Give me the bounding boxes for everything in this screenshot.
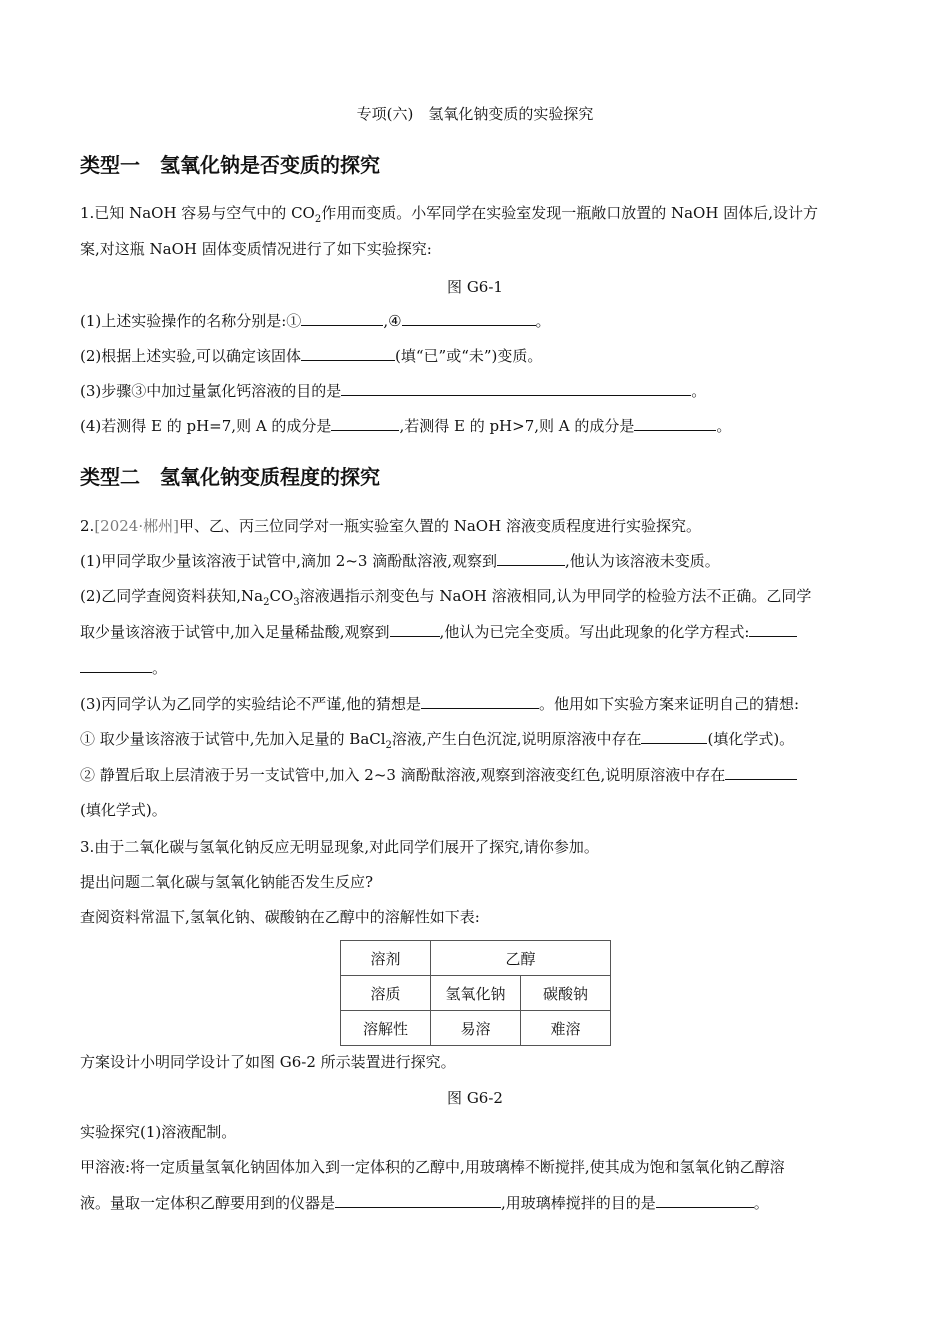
- q1-part2: [80, 346, 870, 366]
- q2-number: 2.: [80, 517, 95, 535]
- q2-part2-line3: [80, 658, 870, 678]
- answer-blank[interactable]: [641, 729, 707, 744]
- q2-part1-text-b: ,他认为该溶液未变质。: [564, 552, 720, 570]
- answer-blank[interactable]: [335, 1193, 501, 1208]
- q3-solution-text-b: 液。量取一定体积乙醇要用到的仪器是: [80, 1194, 336, 1212]
- q2-part3-text: (3)丙同学认为乙同学的实验结论不严谨,他的猜想是: [80, 695, 422, 713]
- answer-blank[interactable]: [402, 311, 536, 326]
- q3-explore: 实验探究(1)溶液配制。: [80, 1123, 237, 1141]
- q3-solution-end: 。: [753, 1194, 769, 1212]
- q1-part3-text: (3)步骤③中加过量氯化钙溶液的目的是: [80, 382, 342, 400]
- page-title: 专项(六) 氢氧化钠变质的实验探究: [356, 105, 594, 123]
- table-row: [341, 976, 611, 1011]
- table-cell: 溶剂: [341, 941, 431, 976]
- q2-step1: [80, 729, 870, 756]
- table-cell: 溶解性: [341, 1011, 431, 1046]
- q3-question: 提出问题二氧化碳与氢氧化钠能否发生反应?: [80, 873, 374, 891]
- table-row: [341, 941, 611, 976]
- section-heading-2: 类型二 氢氧化钠变质程度的探究: [80, 465, 380, 489]
- section-heading-1: 类型一 氢氧化钠是否变质的探究: [80, 153, 380, 177]
- table-cell: 氢氧化钠: [431, 976, 521, 1011]
- q2-step1-text-c: (填化学式)。: [707, 730, 795, 748]
- q2-part1: [80, 551, 870, 571]
- q2-intro: [80, 516, 870, 536]
- q1-part1-end: 。: [535, 312, 551, 330]
- q2-part1-text: (1)甲同学取少量该溶液于试管中,滴加 2~3 滴酚酞溶液,观察到: [80, 552, 497, 570]
- q2-source-tag: [2024·郴州]: [94, 517, 179, 535]
- q2-part3: [80, 694, 870, 714]
- q1-part3-end: 。: [691, 382, 707, 400]
- q2-part2-line1: [80, 586, 870, 613]
- figure-caption-g6-1: 图 G6-1: [447, 278, 503, 296]
- q2-part2-end: 。: [152, 659, 168, 677]
- q1-part4: [80, 416, 870, 436]
- q1-part1: [80, 311, 870, 331]
- table-row: [341, 1011, 611, 1046]
- na-subscript: 2: [263, 597, 270, 608]
- q3-design: 方案设计小明同学设计了如图 G6-2 所示装置进行探究。: [80, 1053, 456, 1071]
- q3-solution-line1: 甲溶液:将一定质量氢氧化钠固体加入到一定体积的乙醇中,用玻璃棒不断搅拌,使其成为饱和氢氧化钠乙醇溶: [80, 1158, 785, 1176]
- q3-solution-line2: [80, 1193, 870, 1213]
- answer-blank[interactable]: [80, 658, 152, 673]
- q1-part4-text-b: ,若测得 E 的 pH>7,则 A 的成分是: [399, 417, 635, 435]
- q1-part3: [80, 381, 870, 401]
- q2-part2-text-e: ,他认为已完全变质。写出此现象的化学方程式:: [439, 623, 750, 641]
- q1-part1-text: (1)上述实验操作的名称分别是:①: [80, 312, 302, 330]
- q2-step2-text: ② 静置后取上层清液于另一支试管中,加入 2~3 滴酚酞溶液,观察到溶液变红色,说明原溶液中存在: [80, 766, 726, 784]
- answer-blank[interactable]: [497, 551, 565, 566]
- q1-intro-line2: 案,对这瓶 NaOH 固体变质情况进行了如下实验探究:: [80, 240, 432, 258]
- q2-part2-text-c: 溶液遇指示剂变色与 NaOH 溶液相同,认为甲同学的检验方法不正确。乙同学: [299, 587, 812, 605]
- q1-part4-text: (4)若测得 E 的 pH=7,则 A 的成分是: [80, 417, 332, 435]
- q2-step1-text-b: 溶液,产生白色沉淀,说明原溶液中存在: [391, 730, 642, 748]
- q2-part2-text-a: (2)乙同学查阅资料获知,Na: [80, 587, 264, 605]
- q1-part2-text: (2)根据上述实验,可以确定该固体: [80, 347, 302, 365]
- q2-part2-text-d: 取少量该溶液于试管中,加入足量稀盐酸,观察到: [80, 623, 390, 641]
- q1-part1-text-b: ,④: [383, 312, 402, 330]
- table-cell: 易溶: [431, 1011, 521, 1046]
- table-cell: 难溶: [521, 1011, 611, 1046]
- q3-lookup: 查阅资料常温下,氢氧化钠、碳酸钠在乙醇中的溶解性如下表:: [80, 908, 480, 926]
- figure-caption-g6-2: 图 G6-2: [447, 1089, 503, 1107]
- answer-blank[interactable]: [749, 622, 797, 637]
- q1-part2-text-b: (填“已”或“未”)变质。: [395, 347, 543, 365]
- answer-blank[interactable]: [341, 381, 691, 396]
- bacl2-subscript: 2: [385, 740, 392, 751]
- co3-subscript: 3: [293, 597, 300, 608]
- answer-blank[interactable]: [656, 1193, 754, 1208]
- answer-blank[interactable]: [331, 416, 399, 431]
- q2-step2: [80, 765, 870, 785]
- answer-blank[interactable]: [725, 765, 797, 780]
- answer-blank[interactable]: [421, 694, 539, 709]
- answer-blank[interactable]: [634, 416, 716, 431]
- q1-intro-text-b: 作用而变质。小军同学在实验室发现一瓶敞口放置的 NaOH 固体后,设计方: [321, 204, 818, 222]
- q2-step1-text-a: ① 取少量该溶液于试管中,先加入足量的 BaCl: [80, 730, 386, 748]
- q3-solution-text-c: ,用玻璃棒搅拌的目的是: [501, 1194, 656, 1212]
- q2-step2-line2: (填化学式)。: [80, 801, 167, 819]
- table-cell: 碳酸钠: [521, 976, 611, 1011]
- solubility-table: [340, 940, 611, 1046]
- q2-intro-text: 甲、乙、丙三位同学对一瓶实验室久置的 NaOH 溶液变质程度进行实验探究。: [178, 517, 701, 535]
- q1-intro-text-a: 1.已知 NaOH 容易与空气中的 CO: [80, 204, 315, 222]
- q2-part2-text-b: CO: [269, 587, 294, 605]
- q1-part4-end: 。: [716, 417, 732, 435]
- q2-part2-line2: [80, 622, 870, 642]
- table-cell: 乙醇: [431, 941, 611, 976]
- q3-intro: 3.由于二氧化碳与氢氧化钠反应无明显现象,对此同学们展开了探究,请你参加。: [80, 838, 599, 856]
- q2-part3-text-b: 。他用如下实验方案来证明自己的猜想:: [539, 695, 800, 713]
- answer-blank[interactable]: [301, 346, 395, 361]
- q1-intro-line1: [80, 203, 870, 230]
- answer-blank[interactable]: [390, 622, 440, 637]
- table-cell: 溶质: [341, 976, 431, 1011]
- co2-subscript: 2: [314, 214, 322, 225]
- answer-blank[interactable]: [301, 311, 383, 326]
